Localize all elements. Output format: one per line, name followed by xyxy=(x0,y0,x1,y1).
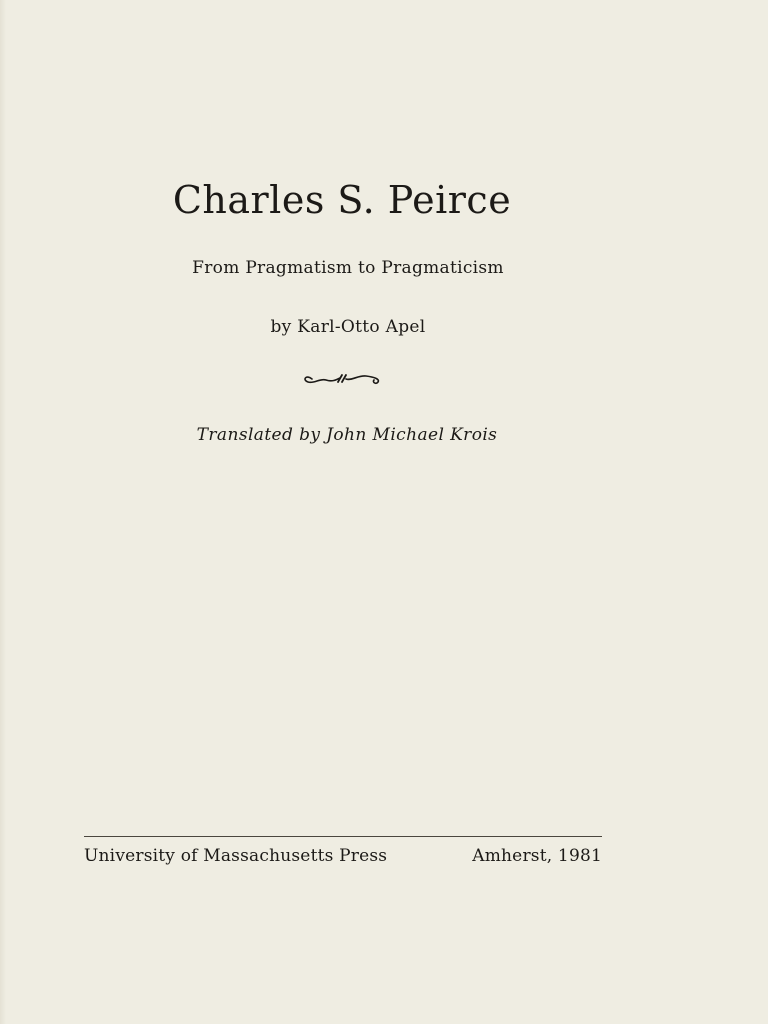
place-year: Amherst, 1981 xyxy=(472,846,602,866)
page-edge xyxy=(0,0,6,1024)
imprint-line xyxy=(84,846,602,866)
publisher-name: University of Massachusetts Press xyxy=(84,846,388,866)
imprint-rule xyxy=(84,836,602,837)
flourish-ornament-icon xyxy=(302,370,382,388)
translator-line: Translated by John Michael Krois xyxy=(196,425,498,445)
book-subtitle: From Pragmatism to Pragmaticism xyxy=(192,258,504,278)
book-title: Charles S. Peirce xyxy=(172,178,512,222)
author-line: by Karl-Otto Apel xyxy=(270,317,426,337)
